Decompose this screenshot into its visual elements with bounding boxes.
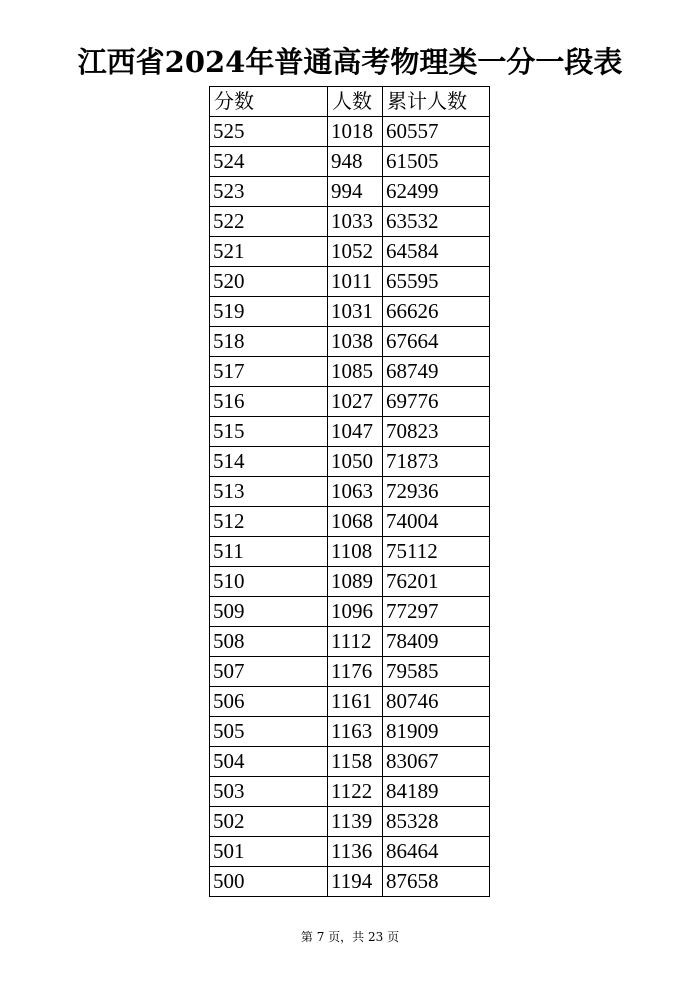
count-cell: 1194 — [328, 867, 383, 897]
score-cell: 500 — [210, 867, 328, 897]
table-row — [210, 777, 490, 807]
cumulative-cell: 62499 — [383, 177, 490, 207]
count-cell: 1136 — [328, 837, 383, 867]
cumulative-cell: 80746 — [383, 687, 490, 717]
table-row — [210, 837, 490, 867]
cumulative-cell: 78409 — [383, 627, 490, 657]
cumulative-cell: 61505 — [383, 147, 490, 177]
count-cell: 1038 — [328, 327, 383, 357]
cumulative-cell: 74004 — [383, 507, 490, 537]
page-footer: 第 7 页，共 23 页 — [300, 930, 400, 944]
cumulative-cell: 68749 — [383, 357, 490, 387]
table-row — [210, 717, 490, 747]
cumulative-cell: 66626 — [383, 297, 490, 327]
score-cell: 505 — [210, 717, 328, 747]
cumulative-cell: 85328 — [383, 807, 490, 837]
count-cell: 1031 — [328, 297, 383, 327]
count-cell: 1047 — [328, 417, 383, 447]
cumulative-cell: 75112 — [383, 537, 490, 567]
score-cell: 503 — [210, 777, 328, 807]
score-cell: 501 — [210, 837, 328, 867]
count-cell: 1033 — [328, 207, 383, 237]
header-score: 分数 — [210, 87, 328, 117]
count-cell: 1050 — [328, 447, 383, 477]
table-row — [210, 297, 490, 327]
count-cell: 1027 — [328, 387, 383, 417]
table-row — [210, 627, 490, 657]
score-cell: 506 — [210, 687, 328, 717]
count-cell: 1052 — [328, 237, 383, 267]
page-title: 江西省2024年普通高考物理类一分一段表 — [77, 45, 623, 79]
score-cell: 524 — [210, 147, 328, 177]
table-row — [210, 327, 490, 357]
table-row — [210, 657, 490, 687]
table-row — [210, 177, 490, 207]
count-cell: 1018 — [328, 117, 383, 147]
cumulative-cell: 65595 — [383, 267, 490, 297]
score-cell: 521 — [210, 237, 328, 267]
count-cell: 1068 — [328, 507, 383, 537]
count-cell: 1011 — [328, 267, 383, 297]
score-cell: 508 — [210, 627, 328, 657]
table-row — [210, 867, 490, 897]
cumulative-cell: 69776 — [383, 387, 490, 417]
table-body — [210, 117, 490, 897]
count-cell: 1176 — [328, 657, 383, 687]
cumulative-cell: 64584 — [383, 237, 490, 267]
cumulative-cell: 63532 — [383, 207, 490, 237]
cumulative-cell: 83067 — [383, 747, 490, 777]
score-cell: 510 — [210, 567, 328, 597]
count-cell: 1122 — [328, 777, 383, 807]
count-cell: 1161 — [328, 687, 383, 717]
count-cell: 1089 — [328, 567, 383, 597]
score-cell: 504 — [210, 747, 328, 777]
cumulative-cell: 67664 — [383, 327, 490, 357]
count-cell: 1108 — [328, 537, 383, 567]
table-row — [210, 567, 490, 597]
cumulative-cell: 76201 — [383, 567, 490, 597]
count-cell: 1139 — [328, 807, 383, 837]
table-row — [210, 207, 490, 237]
count-cell: 948 — [328, 147, 383, 177]
table-row — [210, 387, 490, 417]
count-cell: 1163 — [328, 717, 383, 747]
count-cell: 1158 — [328, 747, 383, 777]
header-count: 人数 — [328, 87, 383, 117]
table-row — [210, 807, 490, 837]
table-row — [210, 267, 490, 297]
cumulative-cell: 87658 — [383, 867, 490, 897]
score-cell: 522 — [210, 207, 328, 237]
score-cell: 525 — [210, 117, 328, 147]
table-row — [210, 537, 490, 567]
count-cell: 1063 — [328, 477, 383, 507]
table-row — [210, 507, 490, 537]
table-header-row — [210, 87, 490, 117]
table-row — [210, 357, 490, 387]
score-cell: 511 — [210, 537, 328, 567]
cumulative-cell: 77297 — [383, 597, 490, 627]
score-cell: 512 — [210, 507, 328, 537]
table-row — [210, 447, 490, 477]
table-row — [210, 117, 490, 147]
cumulative-cell: 81909 — [383, 717, 490, 747]
cumulative-cell: 79585 — [383, 657, 490, 687]
count-cell: 1085 — [328, 357, 383, 387]
table-row — [210, 597, 490, 627]
table-row — [210, 147, 490, 177]
score-cell: 518 — [210, 327, 328, 357]
header-cumulative: 累计人数 — [383, 87, 490, 117]
table-row — [210, 477, 490, 507]
cumulative-cell: 60557 — [383, 117, 490, 147]
score-cell: 517 — [210, 357, 328, 387]
score-cell: 507 — [210, 657, 328, 687]
score-cell: 515 — [210, 417, 328, 447]
score-cell: 520 — [210, 267, 328, 297]
score-cell: 502 — [210, 807, 328, 837]
score-cell: 516 — [210, 387, 328, 417]
table-row — [210, 237, 490, 267]
table-row — [210, 687, 490, 717]
cumulative-cell: 70823 — [383, 417, 490, 447]
table-row — [210, 747, 490, 777]
score-cell: 523 — [210, 177, 328, 207]
count-cell: 1096 — [328, 597, 383, 627]
score-cell: 509 — [210, 597, 328, 627]
count-cell: 994 — [328, 177, 383, 207]
score-cell: 513 — [210, 477, 328, 507]
score-cell: 519 — [210, 297, 328, 327]
cumulative-cell: 72936 — [383, 477, 490, 507]
score-cell: 514 — [210, 447, 328, 477]
cumulative-cell: 84189 — [383, 777, 490, 807]
cumulative-cell: 71873 — [383, 447, 490, 477]
score-table — [209, 86, 490, 897]
count-cell: 1112 — [328, 627, 383, 657]
table-row — [210, 417, 490, 447]
cumulative-cell: 86464 — [383, 837, 490, 867]
